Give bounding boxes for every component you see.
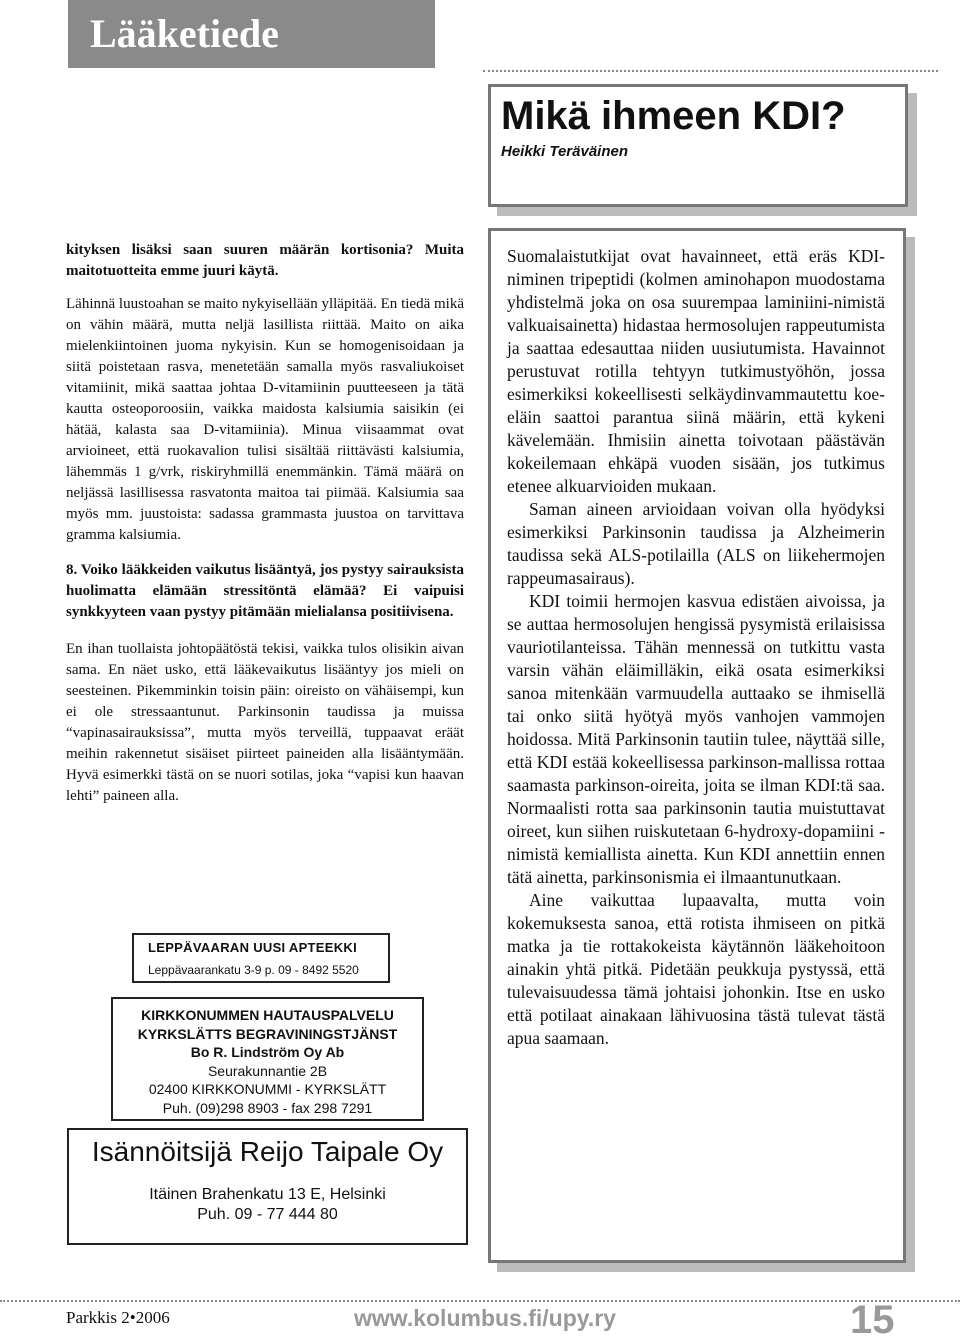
funeral-name-sv: KYRKSLÄTTS BEGRAVININGSTJÄNST	[137, 1025, 398, 1042]
left-column	[66, 240, 464, 819]
question-paragraph: 8. Voiko lääkkeiden vaikutus lisääntyä, jos pystyy sairauksista huolimatta elämään stressitöntä elämää? Ei vaipuisi synkkyyteen vaan pystyy pitämään mielialansa positiivisena.	[66, 562, 464, 620]
paragraph: Aine vaikuttaa lupaavalta, mutta voin kokemuksesta sanoa, että rotista ihmiseen on pitkä matka ja tie rottakokeista käytännön lääkehoitoon ainakin yhtä pitkä. Pidetään peukkuja pystyssä, että tulevaisuudessa tämä johtaisi johonkin. Itse en usko että potilaat ainakaan lähivuosina tästä tulevat tästä apua saamaan.	[507, 890, 885, 1048]
pharmacy-name: LEPPÄVAARAN UUSI APTEEKKI	[148, 940, 358, 955]
property-manager-address: Itäinen Brahenkatu 13 E, Helsinki	[149, 1186, 386, 1203]
paragraph: Saman aineen arvioidaan voivan olla hyödyksi esimerkiksi Parkinsonin taudissa ja Alzheimerin taudissa sekä ALS-potilailla (ALS on liikehermojen rappeumasairaus).	[507, 499, 885, 588]
article-author: Heikki Teräväinen	[501, 143, 629, 160]
footer-url: www.kolumbus.fi/upy.ry	[354, 1305, 616, 1331]
paragraph: En ihan tuollaista johtopäätöstä tekisi, vaikka tulos olisikin aivan sama. En näet usko, että lääkevaikutus lisääntyy jos mieli on seesteinen. Pikemminkin toisin päin: oireisto on vähäisempi, kun ei ole stressaantunut. Parkinsonin taudissa ja muissa “vapinasairauksissa”, mutta myös terveillä, tuppaavat eräät meihin rakennetut sisäiset piirteet paineiden alla lisääntymään. Hyvä esimerkki tästä on se nuori sotilas, joka “vapisi kun haavan lehti” paineen alla.	[66, 641, 464, 804]
dotted-divider-bottom	[0, 1300, 960, 1302]
paragraph: Lähinnä luustoahan se maito nykyisellään ylläpitää. En tiedä mikä on vähin määrä, mutta neljä lasillista riittää. Maito on aika mielenkiintoinen juoma nykyisin. Kun se homogenisoidaan ja siitä poistetaan rasva, menetetään samalla myös rasvaliukoiset vitamiinit, mikä saattaa johtaa D-vitamiinin puutteeseen ja tätä kautta osteoporoosiin, vaikka maidosta kalsiumia saisikin (ei hätää, kalasta saa D-vitamiinia). Minua viisaammat ovat arvioineet, että ruokavalion tulisi sisältää riittävästi kalsiumia, lähemmäs 1 g/vrk, riskiryhmillä enemmänkin. Tämä määrä on neljässä lasillisessa rasvatonta maitoa tai piimää. Kalsiumia saa myös mm. juustoista: sadassa grammasta juustoa on tarvittava gramma kalsiumia.	[66, 296, 464, 543]
section-title: Lääketiede	[90, 11, 279, 56]
funeral-service-ad	[111, 997, 424, 1121]
funeral-name-fi: KIRKKONUMMEN HAUTAUSPALVELU	[141, 1007, 394, 1023]
section-banner	[68, 0, 435, 68]
page-number: 15	[850, 1298, 895, 1342]
article-title-box	[488, 84, 908, 207]
property-manager-name: Isännöitsijä Reijo Taipale Oy	[91, 1136, 444, 1167]
article-body-box	[488, 228, 906, 1263]
pharmacy-address: Leppävaarankatu 3-9 p. 09 - 8492 5520	[148, 963, 359, 977]
pharmacy-ad	[132, 933, 390, 983]
property-manager-ad	[67, 1128, 468, 1245]
paragraph: kityksen lisäksi saan suuren määrän kortisonia? Muita maitotuotteita emme juuri käytä.	[66, 242, 464, 279]
funeral-company: Bo R. Lindström Oy Ab	[190, 1044, 345, 1060]
funeral-city: 02400 KIRKKONUMMI - KYRKSLÄTT	[148, 1081, 387, 1097]
funeral-phone: Puh. (09)298 8903 - fax 298 7291	[162, 1099, 373, 1116]
paragraph: KDI toimii hermojen kasvua edistäen aivoissa, ja se auttaa hermosolujen hengissä pysymistä erilaisissa vauriotilanteissa. Tähän mennessä on tutkittu vasta varsin vähän eläimilläkin, eikä osata esimerkiksi sanoa mitenkään varmuudella auttaako se ihmisellä tai onko siitä hyötyä myös vanhojen vammojen hoidossa. Mitä Parkinsonin tautiin tulee, näyttää sille, että KDI estää kokeellisessa parkinson-mallissa rottaa saamasta parkinson-oireita, joita se ilman KDI:tä saa. Normaalisti rotta saa parkinsonin tautia muistuttavat oireet, kun siihen ruiskutetaan 6-hydroxy-dopamiini -nimistä kemiallista ainetta. Kun KDI annettiin ennen tätä ainetta, parkinsonismia ei ilmaantunutkaan.	[507, 591, 885, 887]
property-manager-phone: Puh. 09 - 77 444 80	[197, 1206, 338, 1223]
funeral-street: Seurakunnantie 2B	[207, 1062, 328, 1079]
article-title: Mikä ihmeen KDI?	[501, 94, 846, 138]
paragraph: Suomalaistutkijat ovat havainneet, että eräs KDI-niminen tripeptidi (kolmen aminohapon muodostama yhdistelmä joka on osa suurempaa laminiini-nimistä valkuaisainetta) hidastaa hermosolujen rappeutumista ja saattaa edesauttaa niiden uusiutumista. Havainnot perustuvat rotilla tehtyyn tutkimustyöhön, jossa esimerkiksi kokeellisesti selkäydinvammautettu koe-eläin saattoi parantua siinä määrin, että kykeni kävelemään. Ihmisiin ainetta toivotaan päästävän kokeilemaan ehkäpä vuoden sisään, jos tutkimus etenee alkuarvioiden mukaan.	[507, 246, 885, 496]
dotted-divider-top	[483, 70, 938, 72]
issue-label: Parkkis 2•2006	[66, 1308, 170, 1327]
